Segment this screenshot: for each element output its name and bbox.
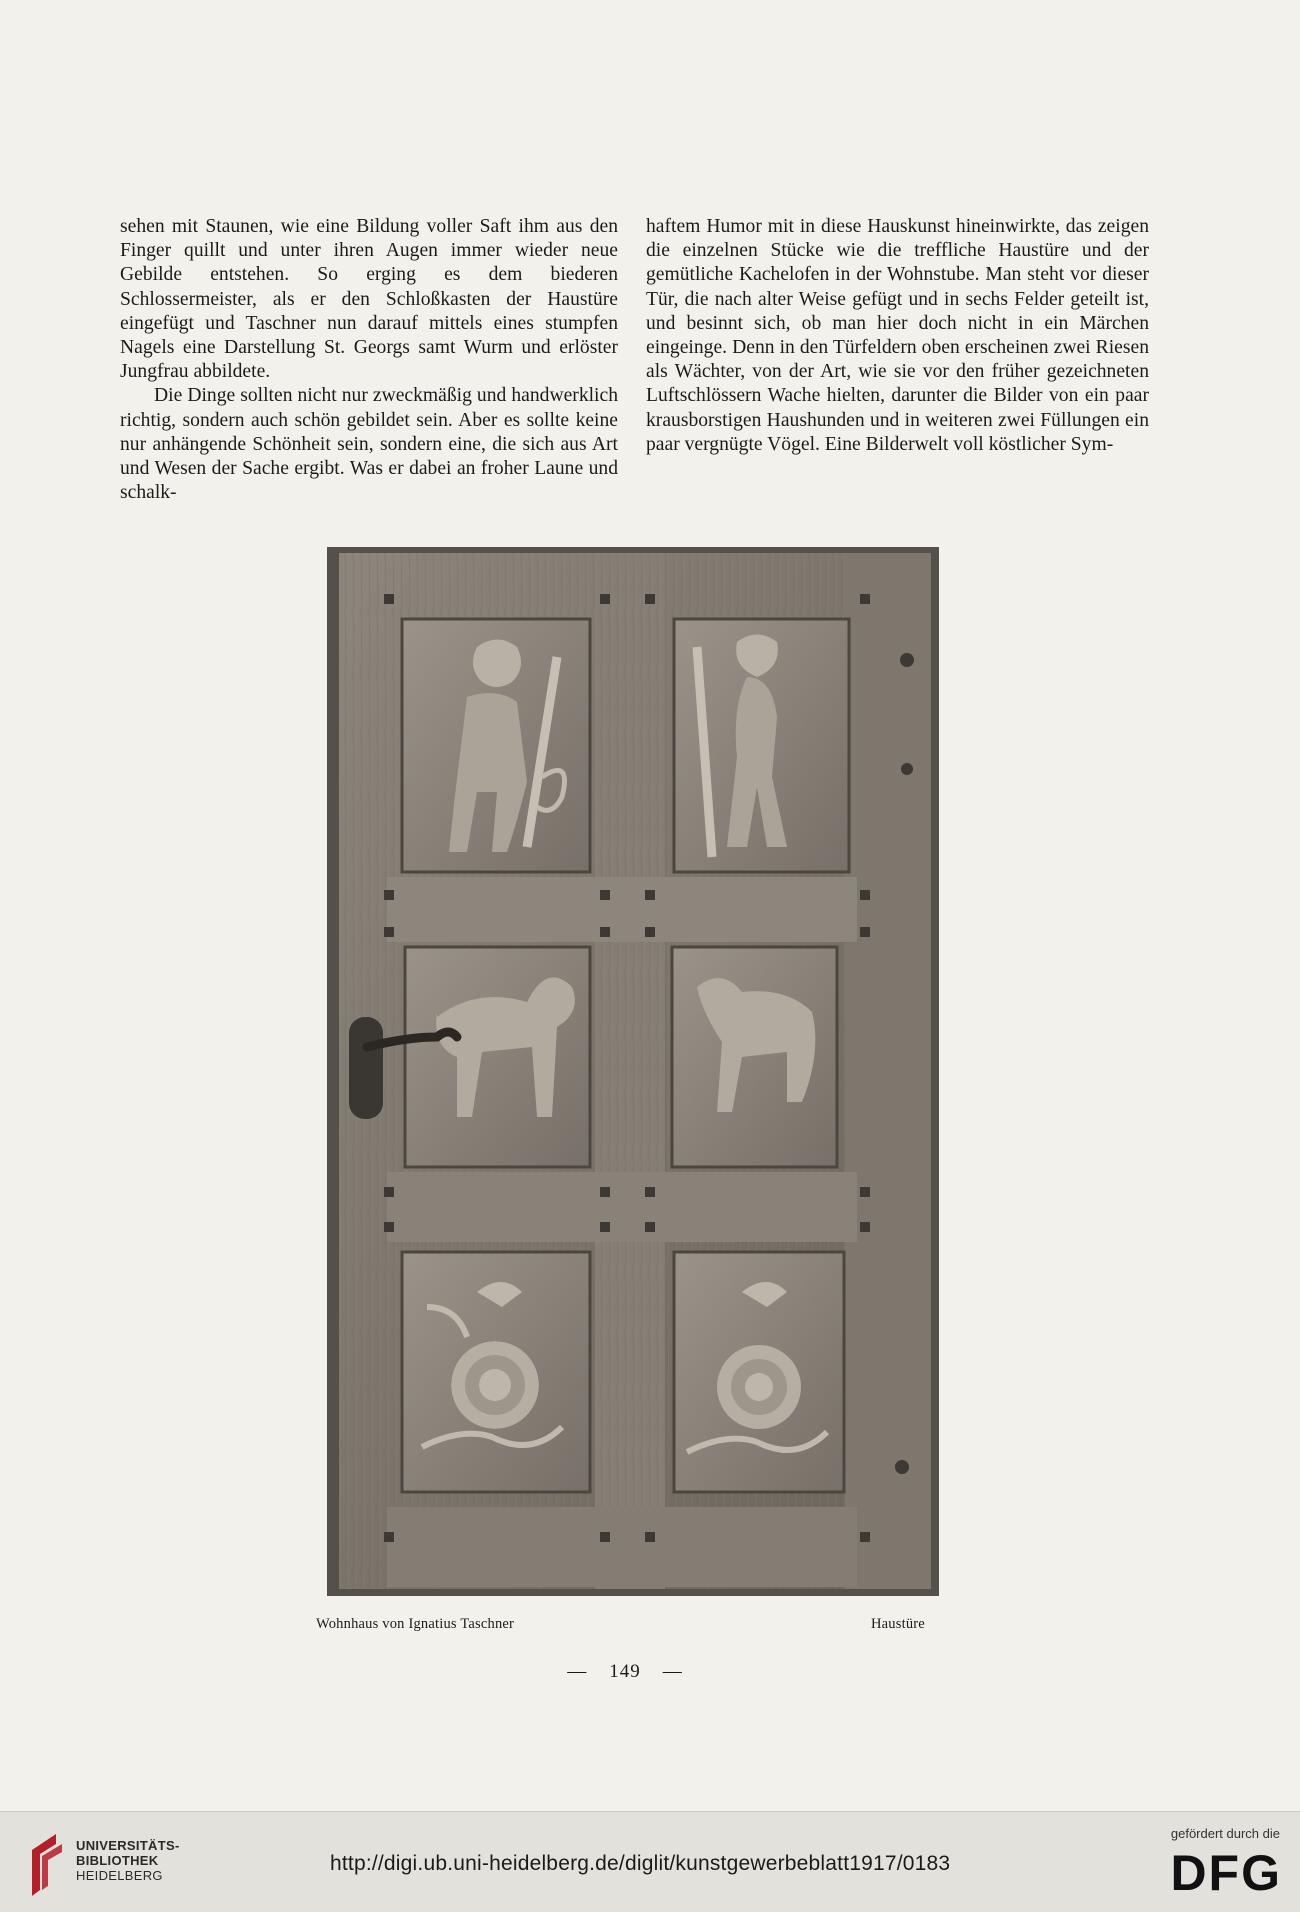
- panel-bird-right: [674, 1252, 844, 1492]
- paragraph: Die Dinge sollten nicht nur zweckmäßig und handwerklich richtig, sondern auch schön gebildet sein. Aber es sollte keine nur anhängende Schönheit sein, sondern eine, die sich aus Art und Wesen der Sache ergibt. Was er dabei an froher Laune und schalk-: [120, 385, 618, 504]
- university-library-logo-icon: [28, 1830, 68, 1896]
- dfg-logo: DFG: [1170, 1845, 1282, 1901]
- footer-bar: [0, 1811, 1300, 1912]
- panel-dog-right: [672, 947, 837, 1167]
- door-photograph: [327, 547, 939, 1596]
- panel-giant-left: [402, 619, 590, 872]
- paragraph: haftem Humor mit in diese Hauskunst hineinwirkte, das zeigen die einzelnen Stücke wie die treffliche Haustüre und der gemütliche Kachelofen in der Wohnstube. Man steht vor dieser Tür, die nach alter Weise gefügt und in sechs Felder geteilt ist, und besinnt sich, ob man hier doch nicht in ein Märchen eingeinge. Denn in den Türfeldern oben erscheinen zwei Riesen als Wächter, von der Art, wie sie vor den früher gezeichneten Luftschlössern Wache hielten, darunter die Bilder von ein paar krausborstigen Haushunden und in weiteren zwei Füllungen ein paar vergnügte Vögel. Eine Bilderwelt voll köstlicher Sym-: [646, 216, 1149, 455]
- paragraph: sehen mit Staunen, wie eine Bildung voller Saft ihm aus den Finger quillt und unter ihren Augen immer wieder neue Gebilde entstehen. So erging es dem biederen Schlossermeister, als er den Schloßkasten der Haustüre eingefügt und Taschner nun darauf mittels eines stumpfen Nagels eine Darstellung St. Georgs samt Wurm und erlöster Jungfrau abbildete.: [120, 216, 618, 383]
- permalink-url[interactable]: http://digi.ub.uni-heidelberg.de/diglit/kunstgewerbeblatt1917/0183: [330, 1852, 951, 1875]
- text-column-right: [646, 215, 1149, 457]
- panel-giant-right: [674, 619, 849, 872]
- library-name: UNIVERSITÄTS- BIBLIOTHEK HEIDELBERG: [76, 1838, 180, 1883]
- panel-dog-left: [405, 947, 590, 1167]
- figure-caption-right: Haustüre: [871, 1616, 925, 1632]
- sponsor-label: gefördert durch die: [1170, 1826, 1280, 1841]
- text-column-left: [120, 215, 618, 505]
- figure-caption-left: Wohnhaus von Ignatius Taschner: [316, 1616, 515, 1632]
- panel-bird-left: [402, 1252, 590, 1492]
- page-number: — 149 —: [567, 1661, 683, 1682]
